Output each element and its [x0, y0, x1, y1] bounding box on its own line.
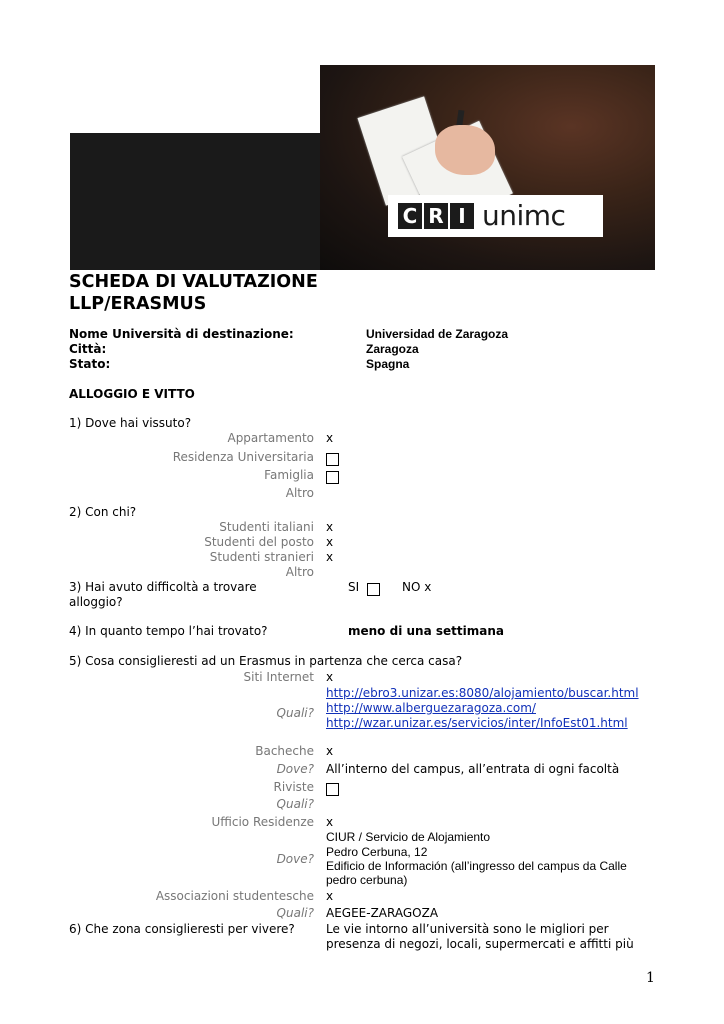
- ufficio-line-3: Edificio de Información (all’ingresso del campus da Calle: [326, 859, 627, 873]
- page-number: 1: [646, 970, 655, 986]
- q2-option-stranieri: Studenti stranieri: [209, 550, 314, 564]
- ufficio-line-2: Pedro Cerbuna, 12: [326, 845, 428, 859]
- logo-cri-letter: C: [398, 203, 422, 229]
- q5-question: 5) Cosa consiglieresti ad un Erasmus in partenza che cerca casa?: [69, 654, 463, 668]
- q5-ufficio-label: Ufficio Residenze: [211, 815, 314, 829]
- q3-no-label: NO x: [402, 580, 432, 594]
- header-banner: [70, 65, 655, 270]
- link-alberguezaragoza[interactable]: http://www.alberguezaragoza.com/: [326, 701, 536, 715]
- q2-option-italiani: Studenti italiani: [219, 520, 314, 534]
- q1-appartamento-mark: x: [326, 431, 334, 445]
- hand-image: [435, 125, 495, 175]
- page-title: [69, 271, 318, 315]
- section-title: ALLOGGIO E VITTO: [69, 387, 195, 401]
- q5-assoc-label: Associazioni studentesche: [155, 889, 314, 903]
- ufficio-line-1: CIUR / Servicio de Alojamiento: [326, 830, 491, 844]
- nome-label: Nome Università di destinazione:: [69, 327, 294, 341]
- q4-answer: meno di una settimana: [348, 624, 504, 638]
- q2-posto-mark: x: [326, 535, 334, 549]
- q5-assoc-quali-label: Quali?: [276, 906, 314, 920]
- ufficio-line-4: pedro cerbuna): [326, 873, 408, 887]
- q5-siti-mark: x: [326, 670, 334, 684]
- nome-value: Universidad de Zaragoza: [366, 327, 509, 341]
- q5-ufficio-dove-label: Dove?: [276, 852, 314, 866]
- q5-bacheche-label: Bacheche: [255, 744, 314, 758]
- q2-stranieri-mark: x: [326, 550, 334, 564]
- q5-assoc-quali: AEGEE-ZARAGOZA: [326, 906, 439, 920]
- cri-unimc-logo: [388, 195, 603, 237]
- link-unizar-alojamiento[interactable]: http://ebro3.unizar.es:8080/alojamiento/buscar.html: [326, 686, 639, 700]
- banner-photo: [320, 65, 655, 270]
- logo-cri-letter: R: [424, 203, 448, 229]
- q5-quali-label: Quali?: [276, 706, 314, 720]
- q3-question-line2: alloggio?: [69, 595, 123, 609]
- q6-answer-line2: presenza di negozi, locali, supermercati e affitti più: [326, 937, 634, 951]
- q5-riviste-checkbox[interactable]: [326, 779, 339, 798]
- q1-famiglia-checkbox[interactable]: [326, 467, 339, 486]
- stato-label: Stato:: [69, 357, 111, 371]
- q5-bacheche-dove-label: Dove?: [276, 762, 314, 776]
- q5-bacheche-dove: All’interno del campus, all’entrata di ogni facoltà: [326, 762, 620, 776]
- q1-option-appartamento: Appartamento: [227, 431, 314, 445]
- q1-option-famiglia: Famiglia: [264, 468, 314, 482]
- q2-italiani-mark: x: [326, 520, 334, 534]
- logo-cri: [398, 203, 474, 229]
- q5-riviste-quali-label: Quali?: [276, 797, 314, 811]
- q2-option-altro: Altro: [285, 565, 314, 579]
- q5-assoc-mark: x: [326, 889, 334, 903]
- q5-siti-label: Siti Internet: [243, 670, 314, 684]
- q3-si-checkbox[interactable]: [367, 579, 380, 598]
- q2-option-posto: Studenti del posto: [204, 535, 314, 549]
- q5-riviste-label: Riviste: [273, 780, 314, 794]
- stato-value: Spagna: [366, 357, 410, 371]
- title-line-2: LLP/ERASMUS: [69, 294, 207, 314]
- logo-cri-letter: I: [450, 203, 474, 229]
- logo-unimc: unimc: [482, 199, 566, 232]
- q1-option-altro: Altro: [285, 486, 314, 500]
- q6-question: 6) Che zona consiglieresti per vivere?: [69, 922, 295, 936]
- title-line-1: SCHEDA DI VALUTAZIONE: [69, 272, 318, 292]
- link-unizar-infoest[interactable]: http://wzar.unizar.es/servicios/inter/InfoEst01.html: [326, 716, 628, 730]
- q6-answer-line1: Le vie intorno all’università sono le migliori per: [326, 922, 609, 936]
- q5-ufficio-mark: x: [326, 815, 334, 829]
- q1-question: 1) Dove hai vissuto?: [69, 416, 192, 430]
- citta-label: Città:: [69, 342, 107, 356]
- q5-bacheche-mark: x: [326, 744, 334, 758]
- q3-si-label: SI: [348, 580, 360, 594]
- q4-question: 4) In quanto tempo l’hai trovato?: [69, 624, 268, 638]
- q1-option-residenza: Residenza Universitaria: [172, 450, 314, 464]
- q2-question: 2) Con chi?: [69, 505, 137, 519]
- q3-question-line1: 3) Hai avuto difficoltà a trovare: [69, 580, 257, 594]
- q1-residenza-checkbox[interactable]: [326, 449, 339, 468]
- citta-value: Zaragoza: [366, 342, 419, 356]
